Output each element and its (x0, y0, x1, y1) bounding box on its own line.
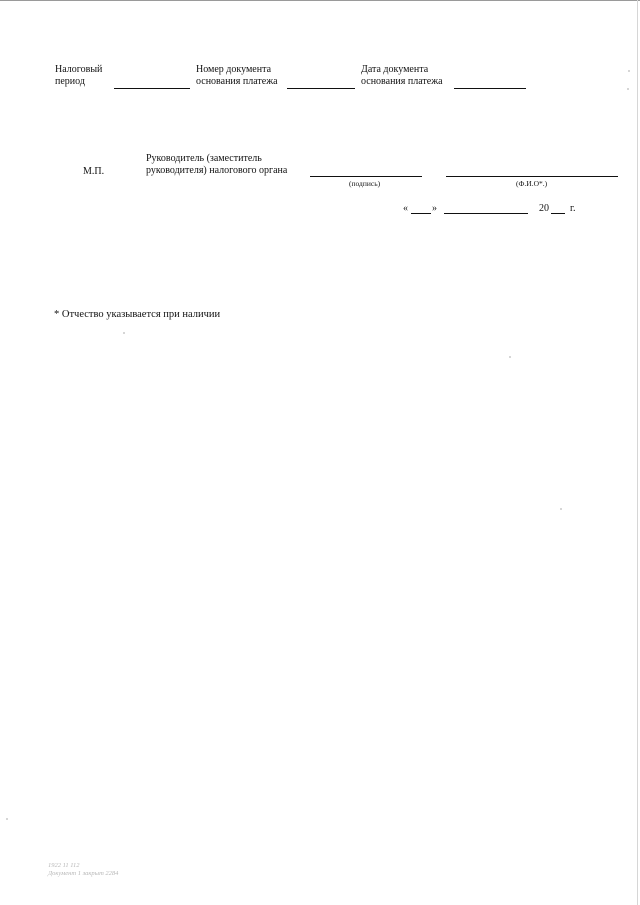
signature-field[interactable] (310, 176, 422, 177)
date-year-suffix: г. (570, 203, 576, 214)
tax-period-field[interactable] (114, 88, 190, 89)
scan-stamp-line1: 1922 11 112 (48, 862, 80, 869)
full-name-caption: (Ф.И.О*.) (516, 179, 548, 188)
tax-period-label (55, 64, 102, 88)
seal-label: М.П. (83, 166, 105, 177)
scan-speck (560, 508, 562, 510)
head-label-line1: Руководитель (заместитель (146, 153, 262, 164)
doc-number-label-line2: основания платежа (196, 76, 278, 87)
full-name-field[interactable] (446, 176, 618, 177)
doc-date-field[interactable] (454, 88, 526, 89)
head-of-tax-authority-label (146, 153, 287, 177)
doc-number-field[interactable] (287, 88, 355, 89)
scan-speck (628, 70, 630, 72)
date-quote-open: « (403, 203, 408, 214)
doc-number-label (196, 64, 278, 88)
head-label-line2: руководителя) налогового органа (146, 165, 288, 176)
scan-right-edge (637, 0, 638, 905)
tax-period-label-line2: период (55, 76, 85, 87)
signature-caption: (подпись) (349, 179, 381, 188)
date-month-field[interactable] (444, 213, 528, 214)
scan-stamp-line2: Документ 1 закрыт 2284 (48, 870, 119, 877)
scan-speck (509, 356, 511, 358)
doc-date-label (361, 64, 443, 88)
doc-date-label-line1: Дата документа (361, 64, 429, 75)
scan-speck (627, 88, 629, 90)
doc-number-label-line1: Номер документа (196, 64, 272, 75)
patronymic-footnote: * Отчество указывается при наличии (54, 309, 221, 320)
date-year-field[interactable] (551, 213, 565, 214)
tax-period-label-line1: Налоговый (55, 64, 103, 75)
scan-speck (123, 332, 125, 334)
scan-speck (6, 818, 8, 820)
doc-date-label-line2: основания платежа (361, 76, 443, 87)
date-year-prefix: 20 (539, 203, 549, 214)
date-quote-close: » (432, 203, 437, 214)
scan-top-edge (0, 0, 640, 1)
date-day-field[interactable] (411, 213, 431, 214)
scan-stamp (48, 862, 118, 878)
